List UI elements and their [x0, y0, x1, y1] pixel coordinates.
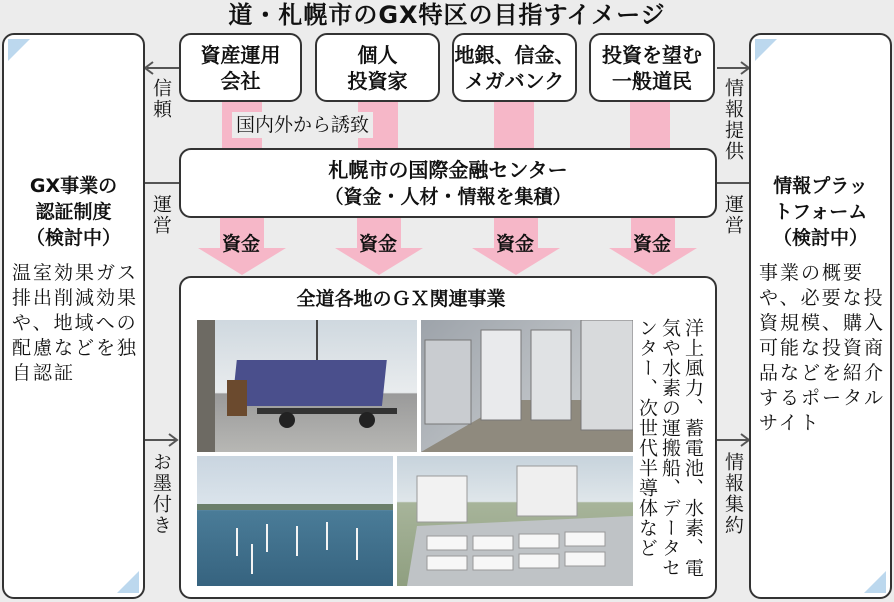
- battery-plant-photo-icon: [397, 456, 633, 586]
- corner-accent-icon: [864, 571, 886, 593]
- certification-body: 温室効果ガス排出削減効果や、地域への配慮などを独自認証: [12, 262, 139, 384]
- trailer-photo-icon: [197, 320, 417, 452]
- finance-center-title: 札幌市の国際金融センター: [328, 158, 568, 182]
- offshore-wind-photo-icon: [197, 456, 393, 586]
- gx-projects-title: 全道各地のＧＸ関連事業: [296, 288, 506, 310]
- info-provide-label: 情報提供: [722, 78, 744, 162]
- diagram-title: 道・札幌市のGX特区の目指すイメージ: [228, 1, 666, 29]
- certification-title: GX事業の 認証制度 （検討中）: [25, 175, 121, 249]
- individual-investor-box: 個人 投資家: [315, 33, 440, 102]
- funds-label-1: 資金: [222, 233, 261, 255]
- info-collect-label: 情報集約: [722, 452, 744, 536]
- certification-panel: [2, 33, 145, 599]
- corner-accent-icon: [117, 571, 139, 593]
- general-citizens-box: 投資を望む 一般道民: [589, 33, 715, 102]
- endorse-label: お墨付き: [150, 452, 172, 536]
- corner-accent-icon: [8, 39, 30, 61]
- funds-label-3: 資金: [496, 233, 535, 255]
- info-platform-panel: [749, 33, 892, 599]
- server-room-photo-icon: [421, 320, 633, 452]
- info-platform-title: 情報プラッ トフォーム （検討中）: [772, 175, 868, 249]
- right-operate-label: 運営: [722, 194, 744, 236]
- asset-management-box: 資産運用 会社: [179, 33, 302, 102]
- invite-label: 国内外から誘致: [232, 112, 373, 138]
- corner-accent-icon: [755, 39, 777, 61]
- finance-center-subtitle: （資金・人材・情報を集積）: [324, 186, 572, 208]
- gx-projects-box: [179, 276, 717, 599]
- funds-label-2: 資金: [359, 233, 398, 255]
- info-platform-body: 事業の概要や、必要な投資規模、購入可能な投資商品などを紹介するポータルサイト: [759, 262, 886, 434]
- left-operate-label: 運営: [150, 194, 172, 236]
- funds-label-4: 資金: [633, 233, 672, 255]
- trust-label: 信頼: [150, 78, 172, 120]
- gx-projects-description: 洋上風力、蓄電池、水素、電気や水素の運搬船、データセンター、次世代半導体など: [636, 318, 704, 578]
- banks-box: 地銀、信金、 メガバンク: [452, 33, 577, 102]
